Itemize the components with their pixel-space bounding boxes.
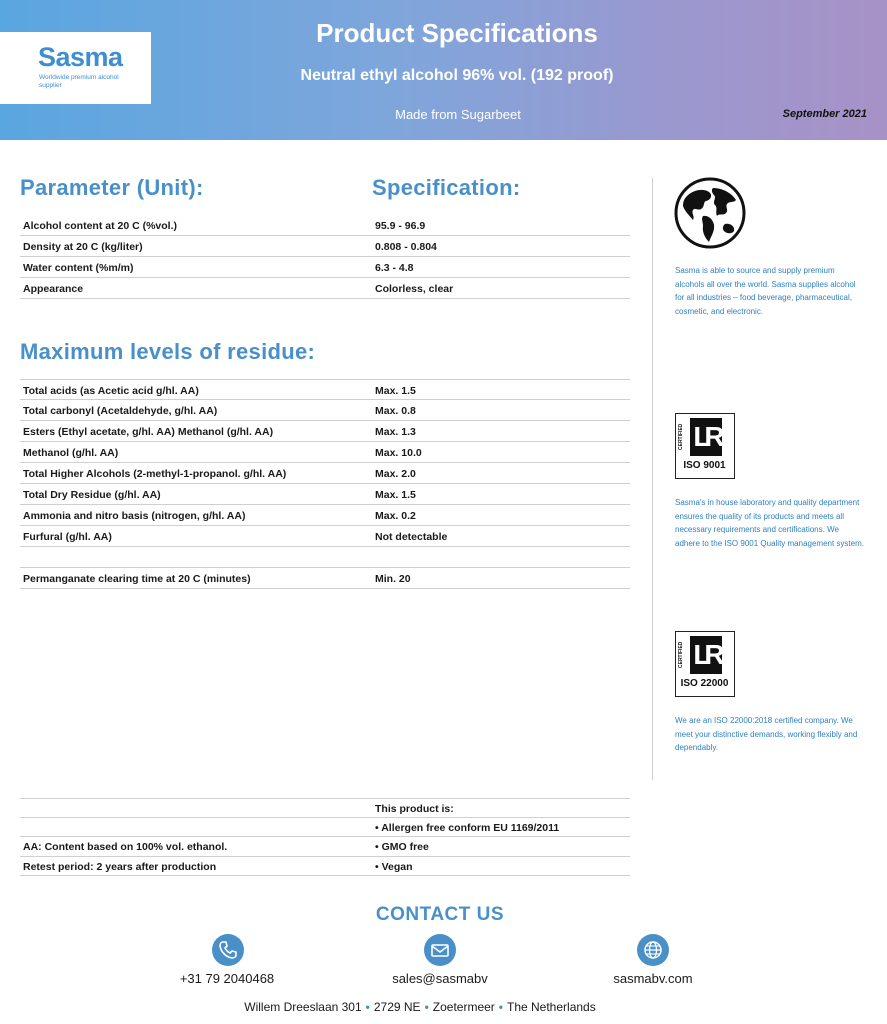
table-row (20, 837, 630, 857)
column-divider (652, 178, 653, 780)
value-cell: Colorless, clear (375, 283, 454, 295)
specification-heading: Specification: (372, 175, 521, 200)
iso-label: ISO 9001 (683, 460, 726, 471)
separator-dot: • (424, 1000, 429, 1014)
lr-logo-icon (690, 636, 722, 674)
param-cell: Water content (%m/m) (23, 262, 134, 274)
residue-table (20, 379, 630, 589)
value-cell: Max. 1.5 (375, 489, 416, 501)
value-cell: This product is: (375, 803, 454, 815)
document-date: September 2021 (782, 108, 867, 120)
table-row (20, 400, 630, 421)
separator-dot: • (365, 1000, 370, 1014)
param-cell: Density at 20 C (kg/liter) (23, 241, 143, 253)
value-cell: Max. 0.2 (375, 510, 416, 522)
param-cell: Methanol (g/hl. AA) (23, 447, 119, 459)
param-cell: Total acids (as Acetic acid g/hl. AA) (23, 385, 199, 397)
address-city: Zoetermeer (432, 1000, 495, 1014)
iso22000-text: We are an ISO 22000:2018 certified company. We meet your distinctive demands, working flexibly and dependably. (675, 716, 858, 752)
table-row (20, 215, 630, 236)
param-cell: Total Dry Residue (g/hl. AA) (23, 489, 161, 501)
value-cell: Max. 2.0 (375, 468, 416, 480)
phone-icon (212, 934, 244, 966)
table-row (20, 379, 630, 400)
table-row (20, 526, 630, 547)
website-link[interactable]: sasmabv.com (613, 971, 693, 986)
param-cell: Appearance (23, 283, 84, 295)
page-title: Product Specifications (316, 18, 598, 48)
certified-label: CERTIFIED (678, 641, 684, 669)
value-cell: Max. 1.5 (375, 385, 416, 397)
param-cell: Esters (Ethyl acetate, g/hl. AA) Methanol (g/hl. AA) (23, 426, 274, 438)
lr-letters: LR (693, 639, 719, 670)
address-street: Willem Dreeslaan 301 (244, 1000, 362, 1014)
param-cell: Permanganate clearing time at 20 C (minutes) (23, 573, 251, 585)
email-link[interactable]: sales@sasmabv (392, 971, 488, 986)
table-row (20, 484, 630, 505)
residue-heading: Maximum levels of residue: (20, 339, 316, 364)
table-row (20, 798, 630, 818)
product-info-table (20, 798, 630, 876)
header-banner (0, 0, 887, 140)
value-cell: 0.808 - 0.804 (375, 241, 437, 253)
note-cell: AA: Content based on 100% vol. ethanol. (23, 841, 228, 853)
param-cell: Total carbonyl (Acetaldehyde, g/hl. AA) (23, 405, 218, 417)
address-line (0, 1000, 840, 1014)
table-row (20, 463, 630, 484)
param-cell: Furfural (g/hl. AA) (23, 531, 112, 543)
value-cell: Max. 1.3 (375, 426, 416, 438)
table-row (20, 568, 630, 589)
logo-tagline: Worldwide premium alcohol supplier (39, 74, 119, 89)
separator-dot: • (498, 1000, 503, 1014)
lr-logo-icon (690, 418, 722, 456)
iso22000-badge (675, 631, 735, 697)
logo-name: Sasma (38, 42, 123, 72)
table-row (20, 505, 630, 526)
globe-web-icon (637, 934, 669, 966)
param-cell: Ammonia and nitro basis (nitrogen, g/hl. AA) (23, 510, 246, 522)
table-row (20, 236, 630, 257)
table-row (20, 278, 630, 299)
spec-table (20, 215, 630, 299)
value-cell: • GMO free (375, 841, 429, 853)
value-cell: • Vegan (375, 860, 413, 873)
iso9001-text: Sasma's in house laboratory and quality department ensures the quality of its products and meets all necessary requirements and certifications. We adhere to the ISO 9001 Quality management system. (675, 498, 864, 548)
lr-letters: LR (693, 421, 719, 452)
value-cell: 6.3 - 4.8 (375, 262, 414, 274)
value-cell: Not detectable (375, 531, 448, 543)
param-cell: Alcohol content at 20 C (%vol.) (23, 220, 178, 232)
made-from: Made from Sugarbeet (395, 107, 521, 122)
value-cell: Min. 20 (375, 573, 411, 585)
value-cell: Max. 10.0 (375, 447, 422, 459)
address-country: The Netherlands (507, 1000, 596, 1014)
table-row (20, 421, 630, 442)
page-subtitle: Neutral ethyl alcohol 96% vol. (192 proof) (300, 67, 614, 84)
value-cell: Max. 0.8 (375, 405, 416, 417)
parameter-heading: Parameter (Unit): (20, 175, 204, 200)
table-row (20, 257, 630, 278)
value-cell: 95.9 - 96.9 (375, 220, 426, 232)
phone-number[interactable]: +31 79 2040468 (179, 971, 275, 986)
table-row (20, 818, 630, 838)
iso-label: ISO 22000 (680, 678, 729, 689)
table-row (20, 857, 630, 877)
value-cell: • Allergen free conform EU 1169/2011 (375, 821, 560, 834)
address-postcode: 2729 NE (373, 1000, 421, 1014)
param-cell: Total Higher Alcohols (2-methyl-1-propanol. g/hl. AA) (23, 468, 287, 480)
iso9001-badge (675, 413, 735, 479)
mail-icon (424, 934, 456, 966)
about-text: Sasma is able to source and supply premium alcohols all over the world. Sasma supplies alcohol for all industries – food beverage, pharmaceutical, cosmetic, and electronic. (675, 266, 856, 316)
table-row-spacer (20, 547, 630, 568)
globe-icon (673, 176, 747, 250)
note-cell: Retest period: 2 years after production (23, 860, 217, 873)
certified-label: CERTIFIED (678, 423, 684, 451)
contact-heading: CONTACT US (375, 904, 505, 925)
table-row (20, 442, 630, 463)
